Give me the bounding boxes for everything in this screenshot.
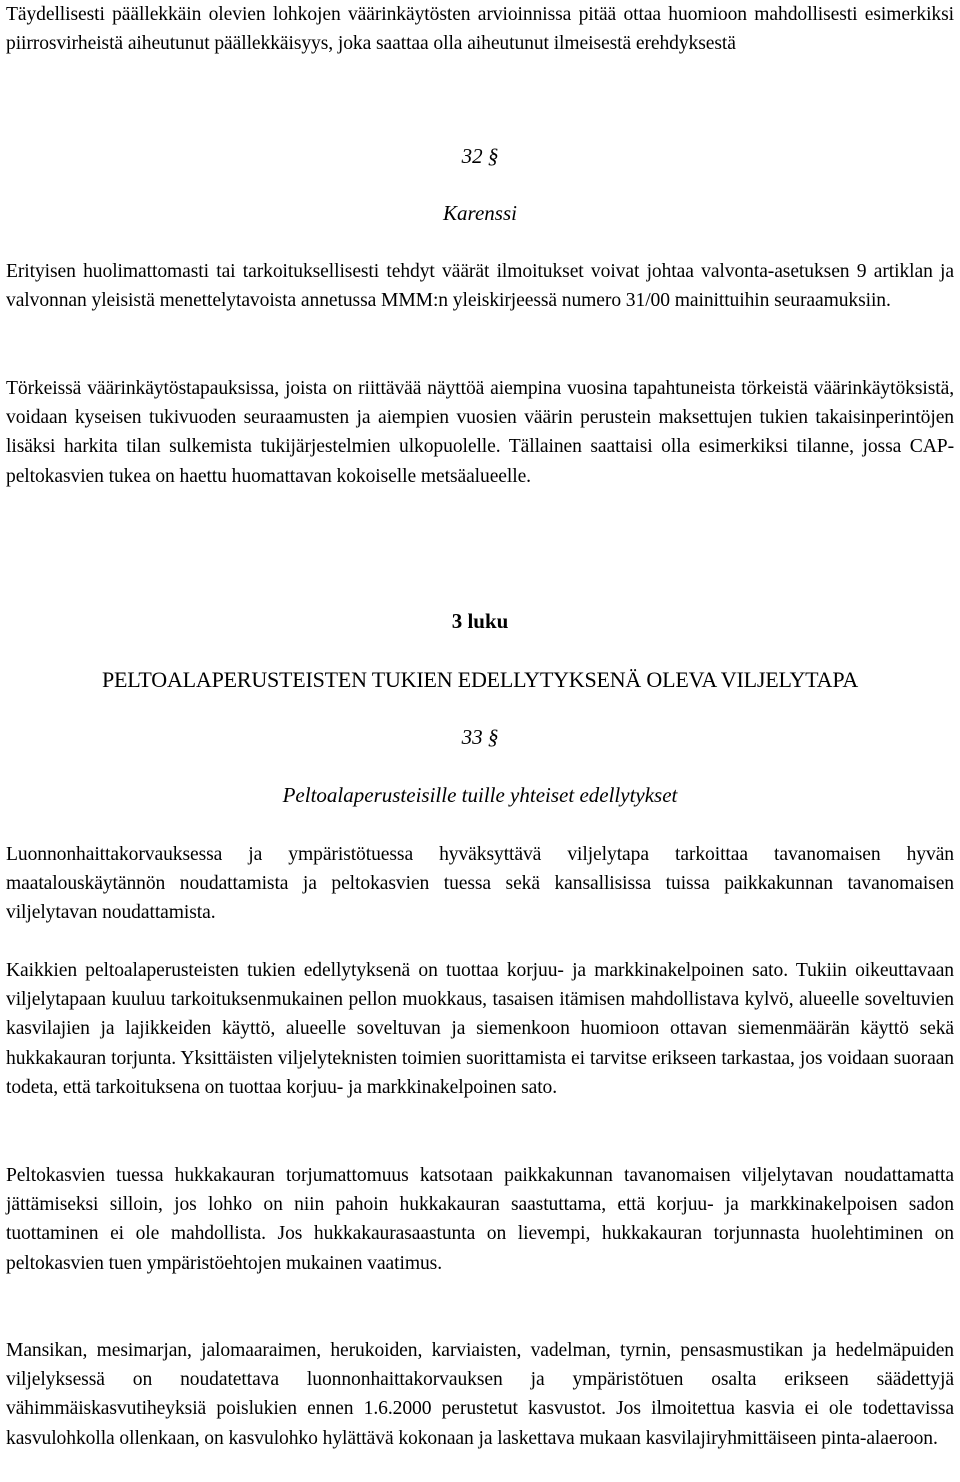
section-title-karenssi: Karenssi (443, 201, 517, 225)
section32-paragraph-1: Erityisen huolimattomasti tai tarkoituksellisesti tehdyt väärät ilmoitukset voivat johtaa valvonta-asetuksen 9 artiklan ja valvonnan yleisistä menettelytavoista annetussa MMM:n yleiskirjeessä numero 31/00 mainittuihin seuraamuksiin. (6, 261, 954, 312)
section33-paragraph-4: Mansikan, mesimarjan, jalomaaraimen, herukoiden, karviaisten, vadelman, tyrnin, pensasmustikan ja hedelmäpuiden viljelyksessä on noudatettava luonnonhaittakorvauksen ja ympäristötuen osalta erikseen säädettyjä vähimmäiskasvutiheyksiä poislukien ennen 1.6.2000 perustetut kasvustot. Jos ilmoitettua kasvia ei ole todettavissa kasvulohkolla ollenkaan, on kasvulohko hylättävä kokonaan ja laskettava mukaan kasvilajiryhmittäiseen pinta-alaeroon. (6, 1340, 954, 1449)
section33-paragraph-3: Peltokasvien tuessa hukkakauran torjumattomuus katsotaan paikkakunnan tavanomaisen viljelytavan noudattamatta jättämiseksi silloin, jos lohko on niin pahoin hukkakauran saastuttama, että korjuu- ja markkinakelpoisen sadon tuottaminen ei ole mahdollista. Jos hukkakaurasaastunta on lievempi, hukkakauran torjunnasta huolehtiminen on peltokasvien tuen ympäristöehtojen mukainen vaatimus. (6, 1165, 954, 1274)
section-title-33: Peltoalaperusteisille tuille yhteiset edellytykset (282, 783, 678, 807)
section32-paragraph-2: Törkeissä väärinkäytöstapauksissa, joista on riittävää näyttöä aiempina vuosina tapahtuneista törkeistä väärinkäytöksistä, voidaan kyseisen tukivuoden seuraamusten ja aiempien vuosien väärin perustein maksettujen tukien takaisinperintöjen lisäksi harkita tilan sulkemista tukijärjestelmien ulkopuolelle. Tällainen saattaisi olla esimerkiksi tilanne, jossa CAP-peltokasvien tukea on haettu huomattavan kokoiselle metsäalueelle. (6, 378, 954, 487)
chapter-label: 3 luku (451, 609, 509, 633)
section33-paragraph-1: Luonnonhaittakorvauksessa ja ympäristötuessa hyväksyttävä viljelytapa tarkoittaa tavanomaisen hyvän maatalouskäytännön noudattamista ja peltokasvien tuessa sekä kansallisissa tuissa paikkakunnan tavanomaisen viljelytavan noudattamista. (6, 844, 954, 924)
section-number-32: 32 § (461, 144, 499, 168)
section-number-33: 33 § (461, 725, 499, 749)
intro-paragraph: Täydellisesti päällekkäin olevien lohkojen väärinkäytösten arvioinnissa pitää ottaa huomioon mahdollisesti esimerkiksi piirrosvirheistä aiheutunut päällekkäisyys, joka saattaa olla aiheutunut ilmeisestä erehdyksestä (6, 4, 954, 55)
section33-paragraph-2: Kaikkien peltoalaperusteisten tukien edellytyksenä on tuottaa korjuu- ja markkinakelpoinen sato. Tukiin oikeuttavaan viljelytapaan kuuluu tarkoituksenmukainen pellon muokkaus, tasaisen itämisen mahdollistava kylvö, alueelle soveltuvien kasvilajien ja lajikkeiden käyttö, alueelle soveltuvan ja siemenkoon huomioon ottavan siemenmäärän käyttö sekä hukkakauran torjunta. Yksittäisten viljelyteknisten toimien suorittamista ei tarvitse erikseen tarkastaa, jos voidaan suoraan todeta, että tarkoituksena on tuottaa korjuu- ja markkinakelpoinen sato. (6, 960, 954, 1098)
chapter-heading: PELTOALAPERUSTEISTEN TUKIEN EDELLYTYKSENÄ OLEVA VILJELYTAPA (101, 667, 859, 692)
